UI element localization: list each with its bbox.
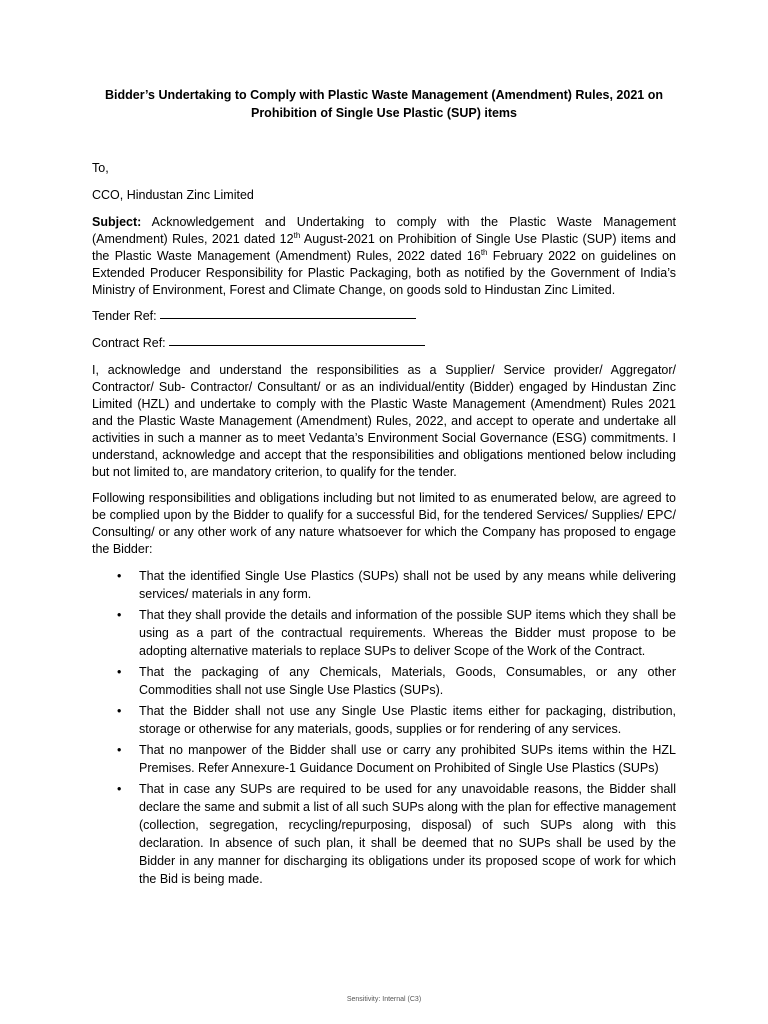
obligations-intro-paragraph: Following responsibilities and obligations including but not limited to as enumerated below, are agreed to be complied upon by the Bidder to qualify for a successful Bid, for the tendered Services/ Supplies/ EPC/ Consulting/ or any other work of any nature whatsoever for which the Company has proposed to engage the Bidder: [92,491,676,556]
document-page [92,86,676,891]
contract-ref-label: Contract Ref: [92,336,166,350]
list-item: • That in case any SUPs are required to be used for any unavoidable reasons, the Bidder shall declare the same and submit a list of all such SUPs along with the plan for effective management (collection, segregation, recycling/repurposing, disposal) of such SUPs along with this declaration. In absence of such plan, it shall be deemed that no SUPs shall be used by the Bidder in any manner for discharging its obligations under its proposed scope of work for which the Bid is being made. [117,782,676,886]
bullet-icon: • [117,782,122,796]
document-title: Bidder’s Undertaking to Comply with Plastic Waste Management (Amendment) Rules, 2021 on Prohibition of Single Use Plastic (SUP) items [105,88,663,120]
list-item: • That the Bidder shall not use any Single Use Plastic items either for packaging, distribution, storage or otherwise for any materials, goods, supplies or for rendering of any services. [117,704,676,736]
tender-ref-label: Tender Ref: [92,309,157,323]
subject-text-2: August-2021 on Prohibition of Single Use Plastic (SUP) items and the Plastic Waste Management (Amendment) Rules, 2022 dated 16 [92,232,676,263]
list-item: • That no manpower of the Bidder shall use or carry any prohibited SUPs items within the HZL Premises. Refer Annexure-1 Guidance Document on Prohibited of Single Use Plastics (SUPs) [117,743,676,775]
addressee: CCO, Hindustan Zinc Limited [92,188,254,202]
tender-ref-field[interactable] [160,317,416,319]
list-item: • That the packaging of any Chemicals, Materials, Goods, Consumables, or any other Commodities shall not use Single Use Plastics (SUPs). [117,665,676,697]
obligations-list [92,567,676,888]
bullet-icon: • [117,569,122,583]
subject-text-3: February 2022 on guidelines on Extended Producer Responsibility for Plastic Packaging, both as notified by the Government of India’s Ministry of Environment, Forest and Climate Change, on goods sold to Hindustan Zinc Limited. [92,249,676,297]
tender-ref-line [92,308,676,325]
subject-text-1: Acknowledgement and Undertaking to comply with the Plastic Waste Management (Amendment) Rules, 2021 dated 12 [92,215,676,246]
bullet-icon: • [117,665,122,679]
bullet-icon: • [117,704,122,718]
list-item: • That they shall provide the details and information of the possible SUP items which they shall be using as a part of the contractual requirements. Whereas the Bidder must propose to be adopting alternative materials to replace SUPs to deliver Scope of the Work of the Contract. [117,608,676,658]
sensitivity-footer: Sensitivity: Internal (C3) [346,996,422,1003]
bullet-icon: • [117,743,122,757]
salutation: To, [92,161,109,175]
list-item: • That the identified Single Use Plastics (SUPs) shall not be used by any means while delivering services/ materials in any form. [117,569,676,601]
subject-label: Subject: [92,215,142,229]
subject-paragraph [92,214,676,299]
contract-ref-field[interactable] [169,344,425,346]
contract-ref-line [92,335,676,352]
subject-sup-2: th [480,247,488,257]
bullet-icon: • [117,608,122,622]
subject-sup-1: th [293,230,301,240]
acknowledgement-paragraph: I, acknowledge and understand the responsibilities as a Supplier/ Service provider/ Aggregator/ Contractor/ Sub- Contractor/ Consultant/ or as an individual/entity (Bidder) engaged by Hindustan Zinc Limited (HZL) and undertake to comply with the Plastic Waste Management (Amendment) Rules 2021 and the Plastic Waste Management (Amendment) Rules, 2022, and accept to operate and undertake all activities in such a manner as to meet Vedanta’s Environment Social Governance (ESG) commitments. I understand, acknowledge and accept that the responsibilities and obligations mentioned below including but not limited to, are mandatory criterion, to qualify for the tender. [92,363,676,479]
